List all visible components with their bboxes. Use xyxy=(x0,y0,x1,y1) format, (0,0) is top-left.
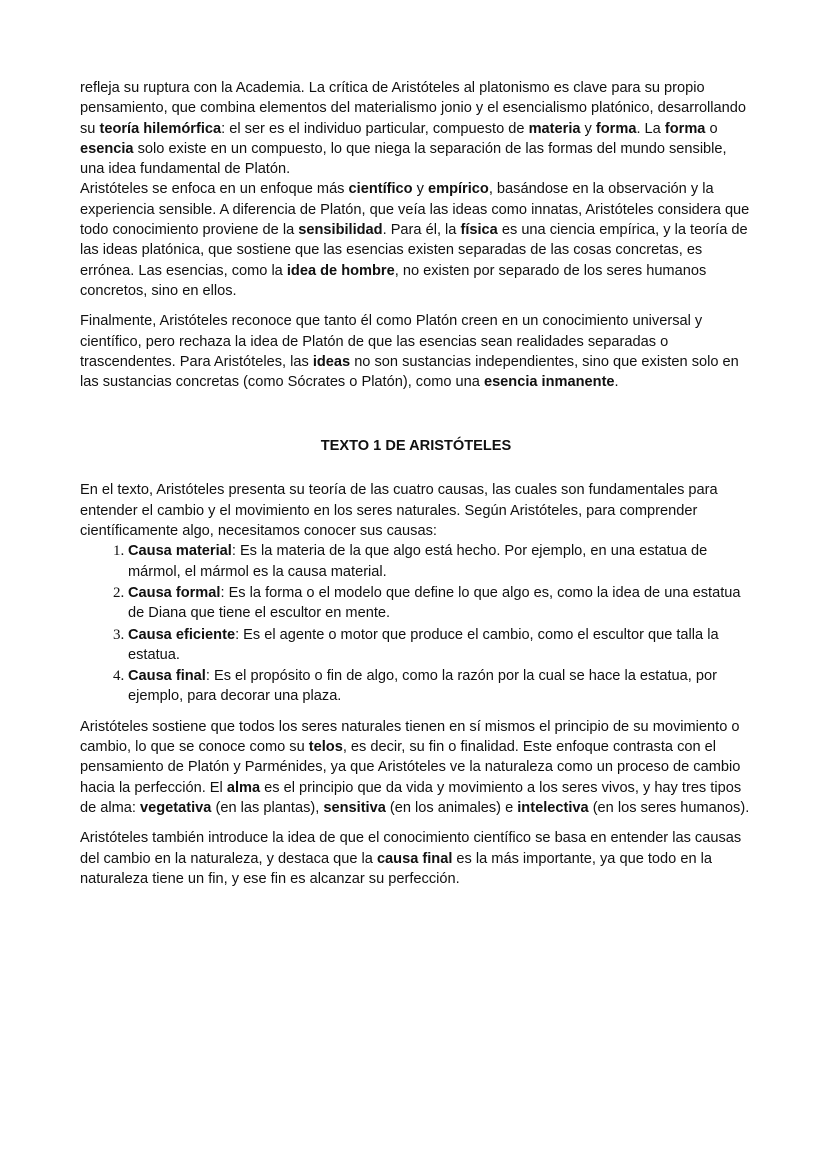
bold-term: Causa formal xyxy=(128,584,221,601)
text-run: : Es el propósito o fin de algo, como la razón por la cual se hace la estatua, por ejemplo, para decorar una plaza. xyxy=(128,668,717,705)
text-run: , es decir, su fin o finalidad. Este enfoque contrasta con el pensamiento de Platón y Parménides, ya que Aristóteles ve la naturaleza como un proceso de cambio hacia la perfección. El xyxy=(80,739,741,796)
bold-term: Causa eficiente xyxy=(128,626,236,643)
bold-term: ideas xyxy=(312,353,351,370)
list-item xyxy=(128,666,752,707)
text-run: . xyxy=(614,374,619,391)
list-item xyxy=(128,583,752,624)
paragraph xyxy=(80,717,752,818)
bold-term: causa final xyxy=(376,850,453,867)
section-heading: TEXTO 1 DE ARISTÓTELES xyxy=(320,438,512,455)
text-run: , basándose en la observación y la experiencia sensible. A diferencia de Platón, que veía las ideas como innatas, Aristóteles considera que todo conocimiento proviene de la xyxy=(80,181,750,239)
text-run: : Es el agente o motor que produce el cambio, como el escultor que talla la estatua. xyxy=(128,626,719,663)
text-run: es la más importante, ya que todo en la naturaleza tiene un fin, y ese fin es alcanzar su perfección. xyxy=(80,850,712,887)
text-run: (en los animales) e xyxy=(385,799,518,816)
text-run: . La xyxy=(636,120,665,137)
bold-term: sensibilidad xyxy=(298,222,383,239)
text-run: En el texto, Aristóteles presenta su teoría de las cuatro causas, las cuales son fundamentales para entender el cambio y el movimiento en los seres naturales. Según Aristóteles, para comprender científicamente algo, necesitamos conocer sus causas: xyxy=(80,482,718,540)
paragraph xyxy=(80,311,752,392)
bold-term: alma xyxy=(226,779,261,796)
text-run: : el ser es el individuo particular, compuesto de xyxy=(221,120,529,137)
bold-term: forma xyxy=(595,120,637,137)
document-page xyxy=(80,78,752,899)
bold-term: materia xyxy=(528,120,581,137)
bold-term: vegetativa xyxy=(140,799,212,816)
intro-paragraph xyxy=(80,480,752,541)
bold-term: esencia inmanente xyxy=(483,374,615,391)
bold-term: empírico xyxy=(428,181,489,198)
bold-term: telos xyxy=(308,739,343,756)
bold-term: científico xyxy=(348,181,413,198)
bold-term: forma xyxy=(664,120,706,137)
text-run: es el principio que da vida y movimiento a los seres vivos, y hay tres tipos de alma: xyxy=(80,779,742,816)
text-run: es una ciencia empírica, y la teoría de las ideas platónica, que sostiene que las esencias existen separadas de las cosas concretas, es errónea. Las esencias, como la xyxy=(80,222,748,279)
list-item xyxy=(128,541,752,582)
text-run: refleja su ruptura con la Academia. La crítica de Aristóteles al platonismo es clave para su propio pensamiento, que combina elementos del materialismo jonio y el esencialismo platónico, desarrollando su xyxy=(80,80,747,137)
bold-term: idea de hombre xyxy=(286,262,395,279)
text-run: Aristóteles sostiene que todos los seres naturales tienen en sí mismos el principio de su movimiento o cambio, lo que se conoce como su xyxy=(80,718,740,756)
bold-term: teoría hilemórfica xyxy=(99,120,222,137)
paragraph xyxy=(80,828,752,889)
text-run: y xyxy=(412,181,428,198)
text-run: (en los seres humanos). xyxy=(588,799,750,816)
text-run: solo existe en un compuesto, lo que niega la separación de las formas del mundo sensible, una idea fundamental de Platón. xyxy=(80,140,727,178)
text-run: no son sustancias independientes, sino que existen solo en las sustancias concretas (como Sócrates o Platón), como una xyxy=(80,353,739,391)
bold-term: Causa material xyxy=(128,543,232,560)
text-run: y xyxy=(580,120,596,137)
text-run: : Es la materia de la que algo está hecho. Por ejemplo, en una estatua de mármol, el mármol es la causa material. xyxy=(128,543,708,580)
bold-term: intelectiva xyxy=(517,799,589,816)
bold-term: sensitiva xyxy=(323,799,386,816)
list-item xyxy=(128,625,752,666)
paragraph xyxy=(80,179,752,301)
text-run: (en las plantas), xyxy=(211,799,324,816)
paragraph xyxy=(80,78,752,179)
text-run: : Es la forma o el modelo que define lo que algo es, como la idea de una estatua de Diana que tiene el escultor en mente. xyxy=(128,584,741,622)
bold-term: esencia xyxy=(80,140,134,157)
bold-term: Causa final xyxy=(128,668,206,685)
text-run: Aristóteles se enfoca en un enfoque más xyxy=(80,181,349,198)
text-run: Finalmente, Aristóteles reconoce que tanto él como Platón creen en un conocimiento universal y científico, pero rechaza la idea de Platón de que las esencias sean realidades separadas o trascendentes. Para Aristóteles, las xyxy=(80,313,703,370)
bold-term: física xyxy=(460,222,498,239)
text-run: , no existen por separado de los seres humanos concretos, sino en ellos. xyxy=(80,262,707,299)
text-run: o xyxy=(705,120,718,137)
text-run: Aristóteles también introduce la idea de que el conocimiento científico se basa en entender las causas del cambio en la naturaleza, y destaca que la xyxy=(80,830,742,867)
text-run: . Para él, la xyxy=(382,222,461,239)
causes-list xyxy=(80,541,752,706)
